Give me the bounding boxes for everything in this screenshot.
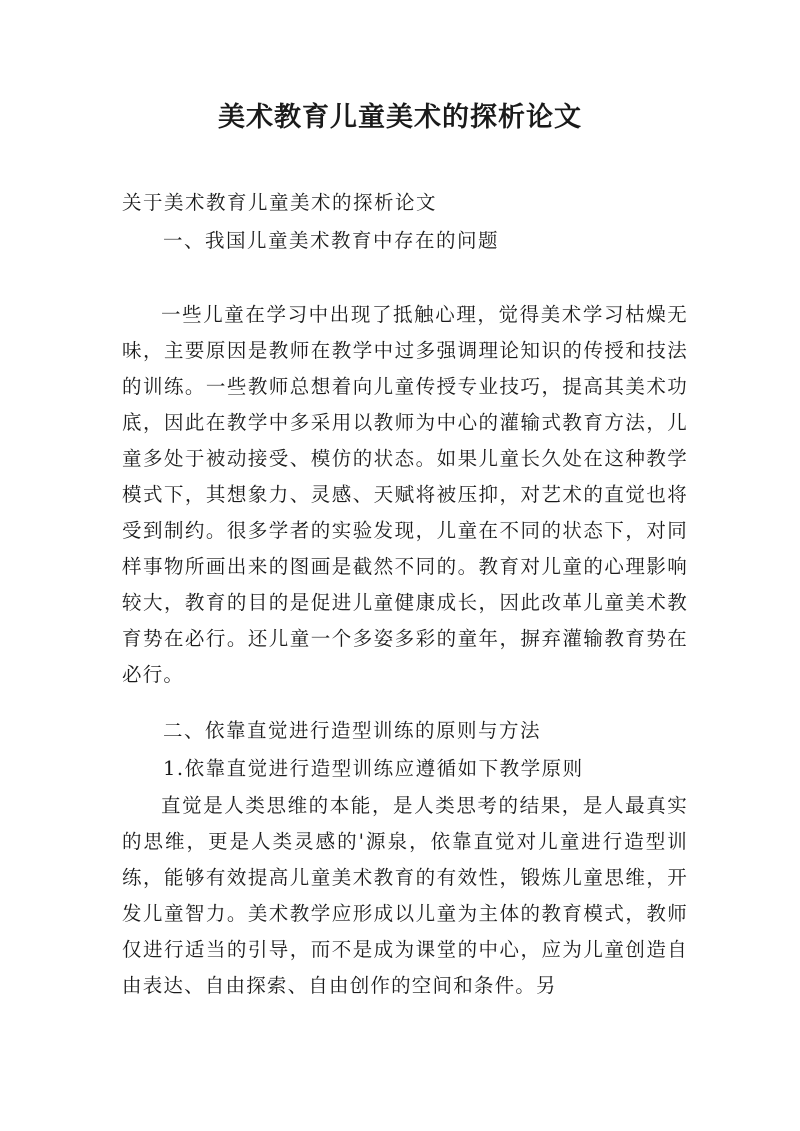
body-paragraph-1: 一些儿童在学习中出现了抵触心理，觉得美术学习枯燥无味，主要原因是教师在教学中过多强调理论知识的传授和技法的训练。一些教师总想着向儿童传授专业技巧，提高其美术功底，因此在教学中多采用以教师为中心的灌输式教育方法，儿童多处于被动接受、模仿的状态。如果儿童长久处在这种教学模式下，其想象力、灵感、天赋将被压抑，对艺术的直觉也将受到制约。很多学者的实验发现，儿童在不同的状态下，对同样事物所画出来的图画是截然不同的。教育对儿童的心理影响较大，教育的目的是促进儿童健康成长，因此改革儿童美术教育势在必行。还儿童一个多姿多彩的童年，摒弃灌输教育势在必行。 bbox=[122, 303, 688, 686]
subsection-heading-1: 1.依靠直觉进行造型训练应遵循如下教学原则 bbox=[163, 757, 584, 780]
body-paragraph-2: 直觉是人类思维的本能，是人类思考的结果，是人最真实的思维，更是人类灵感的'源泉，依靠直觉对儿童进行造型训练，能够有效提高儿童美术教育的有效性，锻炼儿童思维，开发儿童智力。美术教学应形成以儿童为主体的教育模式，教师仅进行适当的引导，而不是成为课堂的中心，应为儿童创造自由表达、自由探索、自由创作的空间和条件。另 bbox=[122, 794, 688, 997]
document-subtitle: 关于美术教育儿童美术的探析论文 bbox=[122, 191, 438, 214]
section-heading-1: 一、我国儿童美术教育中存在的问题 bbox=[163, 229, 500, 252]
document-title: 美术教育儿童美术的探析论文 bbox=[218, 102, 582, 133]
section-heading-2: 二、依靠直觉进行造型训练的原则与方法 bbox=[163, 719, 542, 742]
